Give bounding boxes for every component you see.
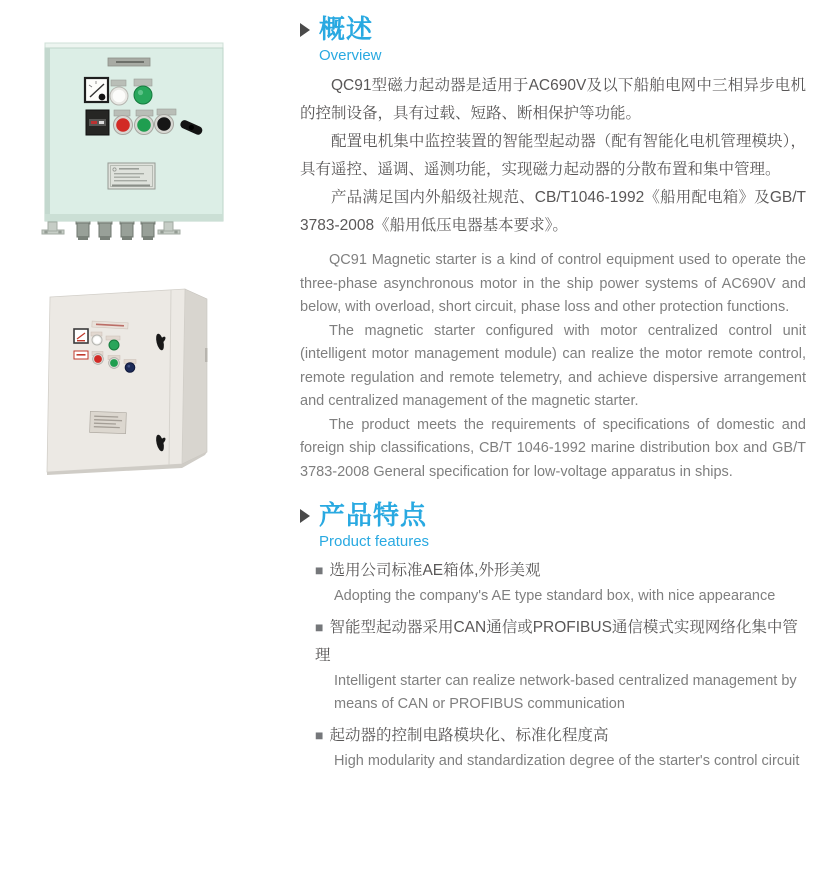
overview-section [300,14,806,484]
feature-zh-1-text: 选用公司标准AE箱体,外形美观 [329,562,541,579]
feature-list [300,556,806,773]
red-button-icon [116,118,130,132]
section-marker-icon [300,509,310,523]
feature-en-1: Adopting the company's AE type standard box, with nice appearance [334,588,776,604]
feature-en-2: Intelligent starter can realize network-based centralized management by means of CAN or PROFIBUS communication [334,672,797,712]
circuit-breaker-icon [86,110,109,135]
overview-paragraph-en-1: QC91 Magnetic starter is a kind of control equipment used to operate the three-phase asynchronous motor in the ship power systems of AC690V and below, with overload, short circuit, phase loss and other protection functions. [300,252,806,315]
features-title-en: Product features [319,533,430,550]
feature-item [315,556,806,609]
feature-bullet-icon: ■ [315,562,324,578]
feature-zh-2 [315,613,806,670]
green-button-icon [137,118,151,132]
green-lamp-icon [134,86,152,104]
product-photo-front [40,42,230,246]
push-buttons [114,109,177,135]
red-button-icon [94,355,102,363]
cabinet-body-perspective [47,289,208,475]
top-label-plate [108,58,150,66]
feature-bullet-icon: ■ [315,726,324,743]
features-section [300,500,806,773]
feature-zh-3 [315,721,806,750]
feature-item [315,721,806,774]
red-label-plate [74,351,88,359]
feature-en-3: High modularity and standardization degree of the starter's control circuit [334,752,800,769]
navy-button-icon [125,363,135,373]
meter-icon [74,329,88,343]
feature-zh-2-text: 智能型起动器采用CAN通信或PROFIBUS通信模式实现网络化集中管理 [315,618,798,664]
overview-title-en: Overview [319,47,382,64]
content-column [300,14,806,777]
feature-zh-1 [315,556,806,585]
feature-zh-3-text: 起动器的控制电路模块化、标准化程度高 [329,726,609,744]
overview-paragraph-zh-2: 配置电机集中监控装置的智能型起动器（配有智能化电机管理模块），具有遥控、遥调、遥测功能，实现磁力起动器的分散布置和集中管理。 [300,133,806,178]
overview-english-text [300,249,806,484]
ammeter-icon [85,78,108,102]
cable-glands [76,220,155,240]
product-photos [0,0,290,520]
overview-paragraph-en-3: The product meets the requirements of specifications of domestic and foreign ship classifications, CB/T 1046-1992 marine distribution box and GB/T 3783-2008 General specification for low-voltage apparatus in ships. [300,416,806,480]
overview-chinese-text [300,72,806,240]
feature-item [315,613,806,717]
overview-header [300,14,806,64]
overview-paragraph-zh-1: QC91型磁力起动器是适用于AC690V及以下船舶电网中三相异步电机的控制设备，具有过载、短路、断相保护等功能。 [300,77,806,122]
overview-paragraph-zh-3: 产品满足国内外船级社规范、CB/T1046-1992《船用配电箱》及GB/T 3783-2008《船用低压电器基本要求》。 [300,189,806,234]
nameplate [90,411,127,433]
green-button-icon [110,359,118,367]
overview-title-zh: 概述 [319,14,374,44]
features-title-zh: 产品特点 [319,500,428,530]
section-marker-icon [300,23,310,37]
product-photo-perspective [42,288,217,484]
nameplate [108,163,155,189]
green-lamp-icon [109,340,119,350]
black-button-icon [157,117,171,131]
features-header [300,500,806,550]
feature-bullet-icon: ■ [315,618,324,635]
overview-paragraph-en-2: The magnetic starter configured with motor centralized control unit (intelligent motor management module) can realize the motor remote control, remote regulation and remote telemetry, and achieve dispersive arrangement and centralized management of the magnetic starter. [300,322,806,409]
